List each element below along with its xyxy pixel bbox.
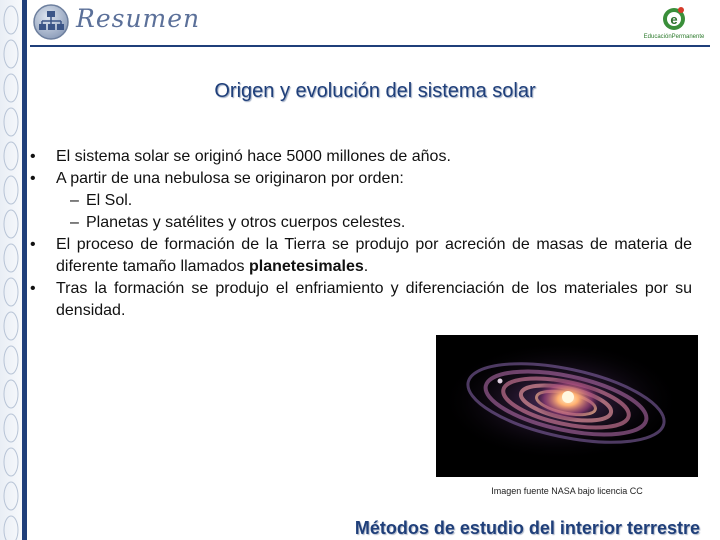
protoplanetary-disk-image [436, 335, 698, 477]
svg-text:e: e [670, 12, 678, 27]
bullet-marker: • [30, 236, 36, 253]
bullet-item [30, 234, 692, 278]
image-caption: Imagen fuente NASA bajo licencia CC [491, 486, 643, 496]
sub-bullet-text: Planetas y satélites y otros cuerpos celestes. [86, 214, 406, 231]
bullet-list [30, 146, 692, 322]
home-logo-icon[interactable] [30, 2, 72, 42]
header-title: Resumen [76, 4, 201, 33]
educacion-permanente-logo [636, 4, 712, 44]
sub-bullet-marker: – [70, 214, 79, 231]
sub-bullet-item [30, 190, 692, 212]
bullet-marker: • [30, 148, 36, 165]
sub-bullet-item [30, 212, 692, 234]
bullet-item [30, 278, 692, 322]
page-title: Origen y evolución del sistema solar [214, 80, 536, 102]
bullet-text: El proceso de formación de la Tierra se produjo por acreción de masas de materia de diferente tamaño llamados [56, 236, 692, 275]
sub-bullet-marker: – [70, 192, 79, 209]
bullet-text: El sistema solar se originó hace 5000 millones de años. [56, 148, 451, 165]
bullet-marker: • [30, 170, 36, 187]
bullet-text: Tras la formación se produjo el enfriamiento y diferenciación de los materiales por su densidad. [56, 280, 692, 319]
bullet-item [30, 146, 692, 168]
header-divider [30, 45, 710, 47]
sub-bullet-text: El Sol. [86, 192, 133, 209]
footer-title: Métodos de estudio del interior terrestre [354, 518, 700, 538]
bullet-text: A partir de una nebulosa se originaron por orden: [56, 170, 404, 187]
bullet-marker: • [30, 280, 36, 297]
keyword-period: . [363, 258, 369, 275]
keyword-planetesimales: planetesimales [249, 258, 364, 275]
logo-text: EducaciónPermanente [643, 34, 705, 40]
educacion-permanente-logo-icon [636, 4, 712, 34]
bullet-item [30, 168, 692, 190]
